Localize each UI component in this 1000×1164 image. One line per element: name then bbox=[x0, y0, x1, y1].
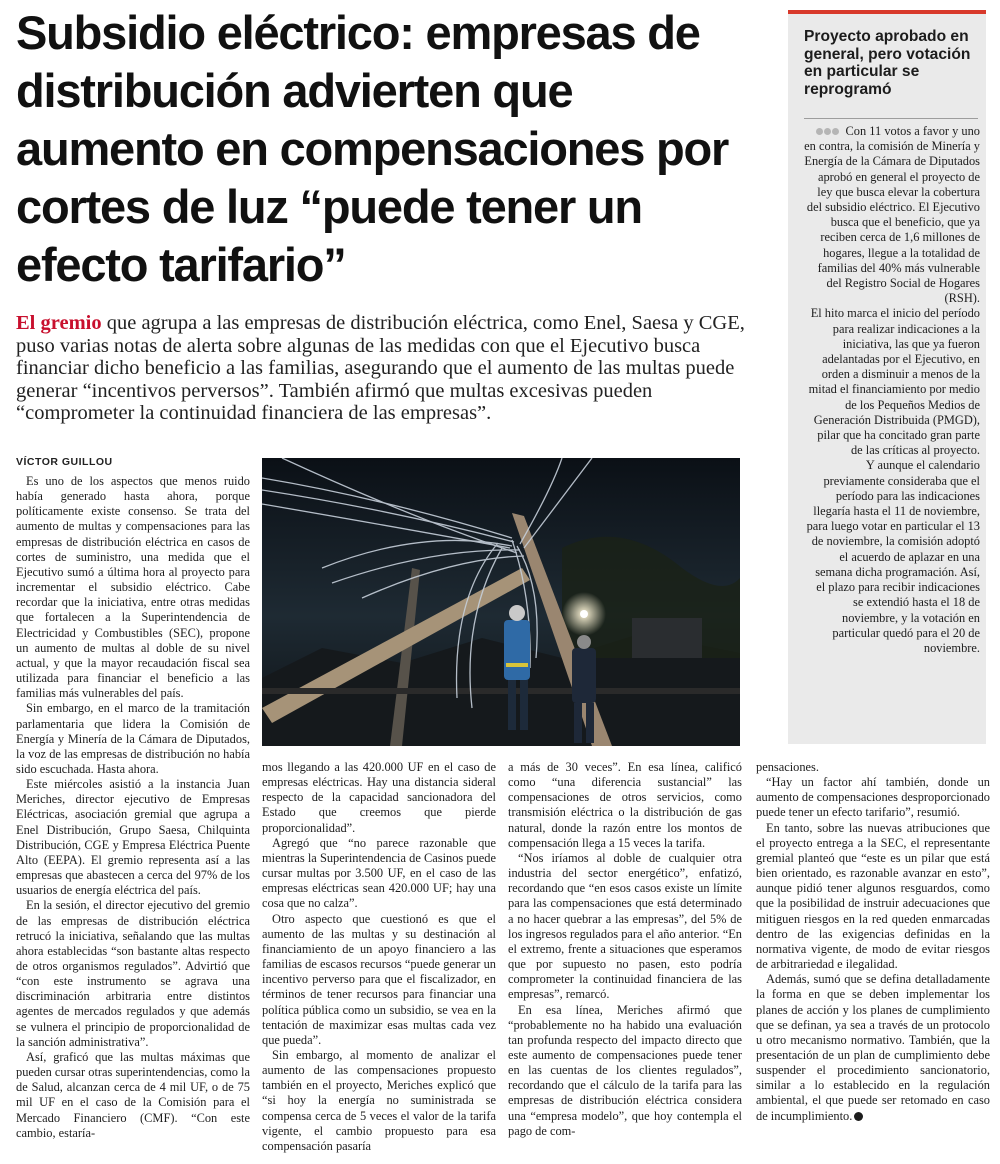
paragraph: Es uno de los aspectos que menos ruido había generado hasta ahora, porque políticamente existe consenso. Se trata del aumento de multas y compensaciones para las empresas de distribución eléctrica en casos de cortes de suministro, una medida que el Ejecutivo sumó a última hora al proyecto para incrementar el subsidio eléctrico. Cabe recordar que la iniciativa, entre otras medidas que fortalecen a la Superintendencia de Electricidad y Combustibles (SEC), propone un aumento de multas al doble de su nivel actual, y que la mayor recaudación fiscal sea utilizada para financiar el beneficio a las familias más vulnerables del país. bbox=[16, 474, 250, 701]
paragraph: Otro aspecto que cuestionó es que el aumento de las multas y su destinación al financiamiento de un apoyo financiero a las familias de escasos recursos “puede generar un incentivo perverso para que el fiscalizador, en términos de tener recursos para financiar una política pública como un subsidio, se vea en la tentación de maximizar esas multas cada vez que pueda”. bbox=[262, 911, 496, 1047]
paragraph: En esa línea, Meriches afirmó que “probablemente no ha habido una evaluación tan profunda respecto del impacto directo que este aumento de compensaciones puede tener en las cuentas de los clientes regulados”, recordando que el cálculo de la tarifa para las empresas de distribución eléctrica considera una “empresa modelo”, que hoy contempla el pago de com- bbox=[508, 1002, 742, 1138]
sidebar-body bbox=[804, 124, 980, 656]
sidebar-paragraph bbox=[804, 124, 980, 306]
photo-illustration bbox=[262, 458, 740, 746]
sidebar-paragraph: El hito marca el inicio del período para realizar indicaciones a la iniciativa, las que ya fueron adelantadas por el Ejecutivo, en orden a disminuir a menos de la mitad el financiamiento por medio de los Pequeños Medios de Generación Distribuida (PMGD), pilar que ha concitado gran parte de las críticas al proyecto. bbox=[808, 306, 980, 458]
sidebar-paragraph-text: Con 11 votos a favor y uno en contra, la comisión de Minería y Energía de la Cámara de Diputados aprobó en general el proyecto de ley que busca elevar la cobertura del subsidio eléctrico. El Ejecutivo busca que el beneficio, que ya reciben cerca de 1,6 millones de hogares, llegue a la totalidad de familias del 40% más vulnerable del Registro Social de Hogares (RSH). bbox=[804, 124, 980, 306]
paragraph: Sin embargo, en el marco de la tramitación parlamentaria que lidera la Comisión de Energía y Minería de la Cámara de Diputados, la voz de las empresas de distribución no había sido escuchada. Hasta ahora. bbox=[16, 701, 250, 776]
paragraph-last bbox=[756, 972, 990, 1124]
paragraph: En la sesión, el director ejecutivo del gremio de las empresas de distribución eléctrica retrucó la iniciativa, señalando que las multas ahora establecidas “son bastante altas respecto de otros organismos regulados”. Advirtió que “con este instrumento se agrava una discriminación arbitraria entre distintos agentes de mercados regulados y que además se vulnera el principio de proporcionalidad de la sanción administrativa”. bbox=[16, 898, 250, 1049]
sidebar-paragraph: Y aunque el calendario previamente consideraba que el período para las indicaciones llegaría hasta el 11 de noviembre, para luego votar en particular el 13 de noviembre, la comisión adoptó el acuerdo de aplazar en una semana dicha programación. Así, el plazo para recibir indicaciones se extendió hasta el 18 de noviembre, y la votación en particular quedó para el 20 de noviembre. bbox=[806, 458, 980, 655]
dots-icon bbox=[816, 124, 840, 139]
paragraph: a más de 30 veces”. En esa línea, calificó como “una diferencia sustancial” las compensaciones de otros servicios, como transmisión eléctrica o la distribución de gas natural, donde la razón entre los montos de compensación llega a 15 veces la tarifa. bbox=[508, 760, 742, 850]
paragraph: “Nos iríamos al doble de cualquier otra industria del sector energético”, enfatizó, recordando que “en esos casos existe un límite para las compensaciones que está determinado a no hacer quebrar a las empresas”, del 5% de los ingresos regulados para el año anterior. “En el extremo, frente a situaciones que esperamos que por supuesto no pasen, esto podría comprometer la continuidad financiera de las empresas”, remarcó. bbox=[508, 850, 742, 1002]
sidebar-divider bbox=[804, 118, 978, 119]
headline: Subsidio eléctrico: empresas de distribución advierten que aumento en compensaciones por cortes de luz “puede tener un efecto tarifario” bbox=[16, 6, 729, 291]
end-of-article-icon bbox=[854, 1112, 863, 1121]
paragraph: Agregó que “no parece razonable que mientras la Superintendencia de Casinos puede cursar multas por 3.500 UF, en el caso de las empresas eléctricas sean 420.000 UF; hay una cosa que no calza”. bbox=[262, 835, 496, 911]
column-1 bbox=[16, 474, 250, 1141]
article-photo bbox=[262, 458, 740, 746]
paragraph: pensaciones. bbox=[756, 760, 819, 774]
paragraph: Así, graficó que las multas máximas que pueden cursar otras superintendencias, como la de Salud, alcanzan cerca de 4 mil UF, o de 75 mil UF en el caso de la Comisión para el Mercado Financiero (CMF). “Con este cambio, estaría- bbox=[16, 1049, 250, 1140]
paragraph: Este miércoles asistió a la instancia Juan Meriches, director ejecutivo de Empresas Eléctricas, asociación gremial que agrupa a Enel Distribución, Grupo Saesa, Chilquinta Distribución, CGE y Empresa Eléctrica Puente Alto (EEPA). El gremio representa así a las empresas que abastecen a cerca del 97% de los usuarios de energía eléctrica del país. bbox=[16, 777, 250, 898]
column-2 bbox=[262, 760, 496, 1154]
column-3 bbox=[508, 760, 742, 1139]
lead-kicker: El gremio bbox=[16, 312, 102, 334]
paragraph: “Hay un factor ahí también, donde un aumento de compensaciones desproporcionado puede tener un efecto tarifario”, resumió. bbox=[756, 775, 990, 820]
paragraph: mos llegando a las 420.000 UF en el caso de empresas eléctricas. Hay una distancia sideral respecto de la capacidad sancionadora del Estado que creemos que pierde proporcionalidad”. bbox=[262, 760, 496, 835]
sidebar-title: Proyecto aprobado en general, pero votación en particular se reprogramó bbox=[804, 28, 971, 98]
byline: VÍCTOR GUILLOU bbox=[16, 456, 113, 468]
column-4 bbox=[756, 760, 990, 1124]
sidebar-box bbox=[788, 10, 986, 744]
paragraph: Sin embargo, al momento de analizar el aumento de las compensaciones propuesto también en el proyecto, Meriches explicó que “si hoy la energía no suministrada se compensa cerca de 5 veces el valor de la tarifa vigente, el cambio propuesto para esa compensación pasaría bbox=[262, 1047, 496, 1153]
lead-paragraph bbox=[16, 312, 771, 425]
lead-text: que agrupa a las empresas de distribución eléctrica, como Enel, Saesa y CGE, puso varias notas de alerta sobre algunas de las medidas con que el Ejecutivo busca financiar dicho beneficio a las familias, asegurando que el aumento de las multas puede generar “incentivos perversos”. También afirmó que multas excesivas pueden “comprometer la continuidad financiera de las empresas”. bbox=[16, 312, 745, 424]
paragraph: En tanto, sobre las nuevas atribuciones que el proyecto entrega a la SEC, el representante gremial planteó que “este es un pilar que está bien orientado, es razonable avanzar en esto”, aunque pidió tener algunos resguardos, como que la posibilidad de instruir adecuaciones que mitiguen riesgos en la red queden enmarcadas dentro de las exigencias definidas en la normativa vigente, de modo de evitar riesgos de arbitrariedad e ilegalidad. bbox=[756, 820, 990, 972]
last-paragraph-text: Además, sumó que se defina detalladamente la forma en que se deben implementar los planes de acción y los planes de cumplimiento que se definan, ya sea a través de un protocolo u otro mecanismo normativo. También, que la presentación de un plan de cumplimiento debe suspender el procedimiento sancionatorio, similar a lo establecido en la regulación ambiental, el que puede ser retomado en caso de incumplimiento. bbox=[756, 972, 990, 1123]
